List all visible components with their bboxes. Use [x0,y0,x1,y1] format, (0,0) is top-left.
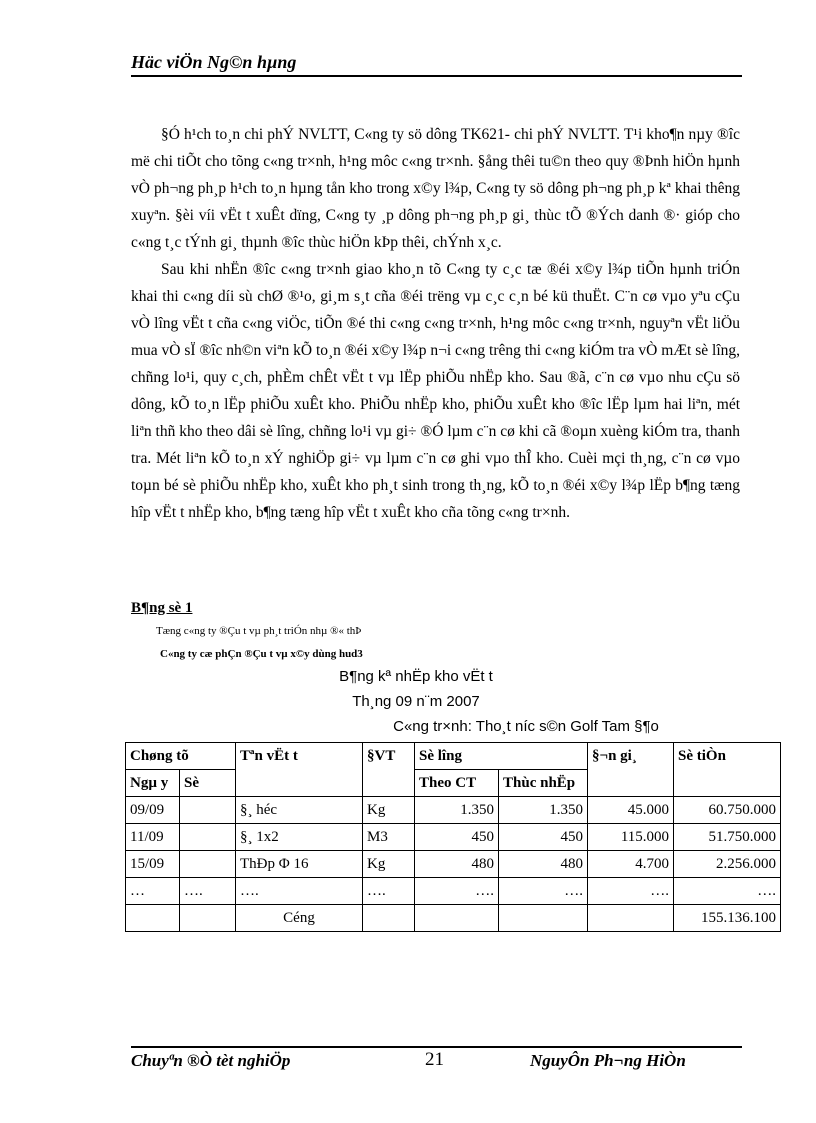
footer-author: NguyÔn Ph¬ng HiÒn [530,1051,686,1070]
table-row [126,878,781,905]
cell-unit: Kg [363,851,415,878]
cell-qty-actual: …. [499,878,588,905]
header-qty-actual: Thùc nhËp [499,770,588,797]
cell-amount: 2.256.000 [674,851,781,878]
cell-name: ThÐp Φ 16 [236,851,363,878]
cell-qty-actual: 480 [499,851,588,878]
paragraph-1: §Ó h¹ch to¸n chi phÝ NVLTT, C«ng ty sö dông TK621- chi phÝ NVLTT. T¹i kho¶n nµy ®îc më chi tiÕt cho tõng c«ng tr×nh, h¹ng môc c«ng tr×nh. §ång thêi tu©n theo quy ®Þnh hiÖn hµnh vÒ ph¬ng ph¸p h¹ch to¸n hµng tån kho trong x©y l¾p, C«ng ty sö dông ph¬ng ph¸p kª khai thêng xuyªn. §èi víi vËt t xuÊt dïng, C«ng ty ¸p dông ph¬ng ph¸p gi¸ thùc tÕ ®Ých danh ®· gióp cho c«ng t¸c tÝnh gi¸ thµnh ®îc thùc hiÖn kÞp thêi, chÝnh x¸c. [131,126,740,251]
table-label: B¶ng sè 1 [131,600,193,616]
page-number: 21 [425,1049,444,1070]
header-date: Ngµ y [126,770,180,797]
cell-price: 4.700 [588,851,674,878]
body-text [131,121,740,526]
header-material-name: Tªn vËt t [236,743,363,797]
cell-qty-doc: …. [415,878,499,905]
table-header-row [126,743,781,770]
cell-date: 15/09 [126,851,180,878]
cell-date: 09/09 [126,797,180,824]
cell-name: §¸ héc [236,797,363,824]
table-total-row [126,905,781,932]
cell-name: …. [236,878,363,905]
total-amount: 155.136.100 [674,905,781,932]
cell-price: 45.000 [588,797,674,824]
cell-unit: Kg [363,797,415,824]
cell-number: …. [180,878,236,905]
table-row [126,824,781,851]
header-unit: §VT [363,743,415,797]
cell-unit: M3 [363,824,415,851]
cell-date: … [126,878,180,905]
header-number: Sè [180,770,236,797]
table-row [126,797,781,824]
cell-qty-doc: 480 [415,851,499,878]
footer-divider [131,1046,742,1048]
header-quantity: Sè lîng [415,743,588,770]
paragraph-2: Sau khi nhËn ®îc c«ng tr×nh giao kho¸n tõ C«ng ty c¸c tæ ®éi x©y l¾p tiÕn hµnh triÓn khai thi c«ng díi sù chØ ®¹o, gi¸m s¸t cña ®éi trëng vµ c¸c c¸n bé kü thuËt. C¨n cø vµo yªu cÇu vÒ lîng vËt t cña c«ng viÖc, tiÕn ®é thi c«ng c«ng tr×nh, h¹ng môc c«ng tr×nh, nguyªn vËt liÖu mua vÒ sÏ ®îc nh©n viªn kÕ to¸n ®éi x©y l¾p n¬i c«ng trêng thi c«ng kiÓm tra vÒ mÆt sè lîng, chñng lo¹i, quy c¸ch, phÈm chÊt vËt t vµ lËp phiÕu nhËp kho. Sau ®ã, c¨n cø vµo nhu cÇu sö dông, kÕ to¸n lËp phiÕu xuÊt kho. PhiÕu nhËp kho, phiÕu xuÊt kho ®îc lËp lµm hai liªn, mét liªn thñ kho theo dâi sè lîng, chñng lo¹i vµ gi÷ ®Ó lµm c¨n cø khi cã ®oµn xuèng kiÓm tra, thanh tra. Mét liªn kÕ to¸n xÝ nghiÖp gi÷ vµ lµm c¨n cø ghi vµo thÎ kho. Cuèi mçi th¸ng, c¨n cø vµo toµn bé sè phiÕu nhËp kho, xuÊt kho ph¸t sinh trong th¸ng, kÕ to¸n ®éi x©y l¾p lËp b¶ng tæng hîp vËt t nhËp kho, b¶ng tæng hîp vËt t xuÊt kho cña tõng c«ng tr×nh. [131,261,741,521]
cell-amount: 60.750.000 [674,797,781,824]
cell-unit: …. [363,878,415,905]
cell-number [180,851,236,878]
cell-name: §¸ 1x2 [236,824,363,851]
header-amount: Sè tiÒn [674,743,781,797]
cell-number [180,797,236,824]
cell-number [180,824,236,851]
cell-qty-actual: 1.350 [499,797,588,824]
project-name: C«ng tr×nh: Tho¸t níc s©n Golf Tam §¶o [393,718,659,735]
cell-qty-doc: 450 [415,824,499,851]
materials-receipt-table [125,742,781,932]
running-header-title: Häc viÖn Ng©n hµng [131,52,297,72]
total-label: Céng [236,905,363,932]
company-name: C«ng ty cæ phÇn ®Çu t vµ x©y dùng hud3 [160,648,363,660]
cell-price: …. [588,878,674,905]
cell-qty-actual: 450 [499,824,588,851]
cell-qty-doc: 1.350 [415,797,499,824]
cell-price: 115.000 [588,824,674,851]
header-unit-price: §¬n gi¸ [588,743,674,797]
table-row [126,851,781,878]
cell-amount: 51.750.000 [674,824,781,851]
header-voucher: Chøng tõ [126,743,236,770]
footer-title: Chuyªn ®Ò tèt nghiÖp [131,1051,291,1070]
document-title: B¶ng kª nhËp kho vËt t [339,668,493,685]
header-divider [131,75,742,77]
cell-amount: …. [674,878,781,905]
header-qty-doc: Theo CT [415,770,499,797]
parent-organization: Tæng c«ng ty ®Çu t vµ ph¸t triÓn nhµ ®« thÞ [156,625,362,637]
cell-date: 11/09 [126,824,180,851]
document-period: Th¸ng 09 n¨m 2007 [352,693,480,710]
